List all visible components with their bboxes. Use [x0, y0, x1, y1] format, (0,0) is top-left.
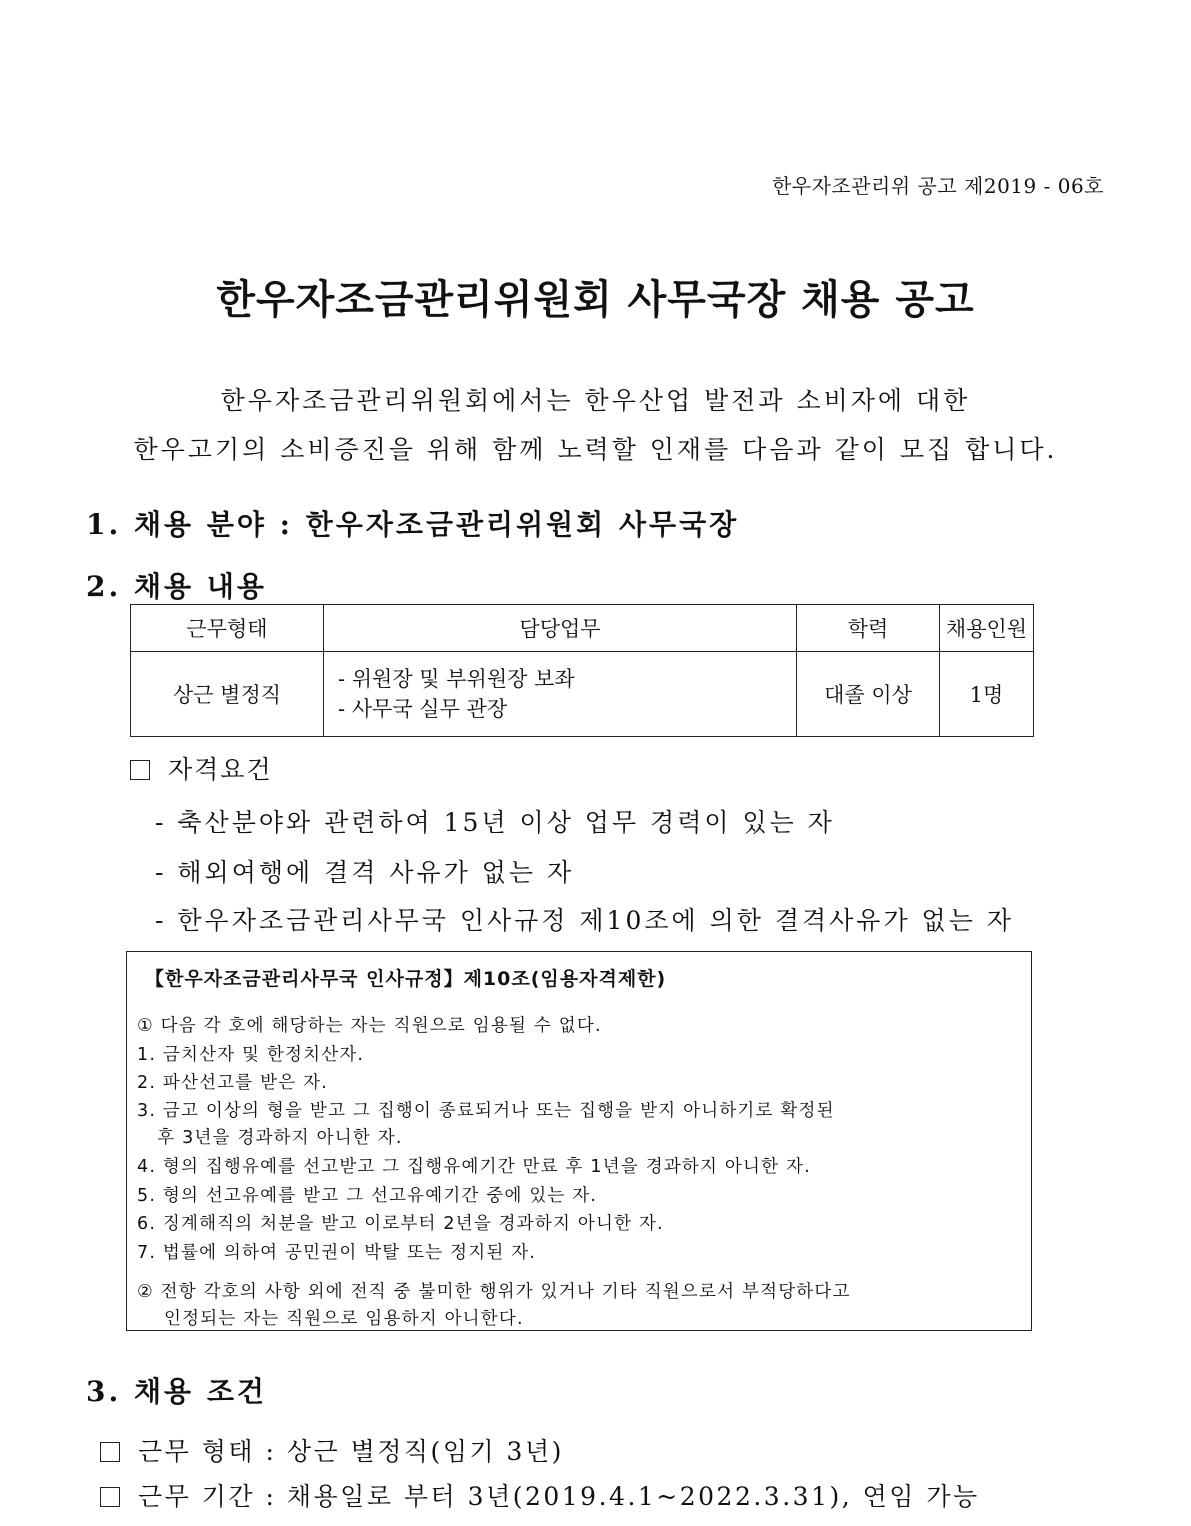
section-3-heading: 3. 채용 조건	[86, 1375, 267, 1408]
table-cell-duties	[324, 652, 797, 737]
table-cell-education: 대졸 이상	[797, 652, 940, 737]
regulation-line: ② 전항 각호의 사항 외에 전직 중 불미한 행위가 있거나 기타 직원으로서 부적당하다고	[137, 1282, 851, 1302]
intro-line-1: 한우자조금관리위원회에서는 한우산업 발전과 소비자에 대한	[220, 386, 971, 415]
table-header-cell: 채용인원	[940, 605, 1034, 652]
table-header-cell: 근무형태	[131, 605, 324, 652]
regulation-line: 2. 파산선고를 받은 자.	[137, 1073, 328, 1093]
qualification-heading	[130, 750, 273, 786]
regulation-line: 인정되는 자는 직원으로 임용하지 아니한다.	[137, 1309, 524, 1329]
qualification-item: - 한우자조금관리사무국 인사규정 제10조에 의한 결격사유가 없는 자	[155, 906, 1014, 935]
regulation-title: 【한우자조금관리사무국 인사규정】제10조(임용자격제한)	[145, 968, 667, 990]
notice-number: 한우자조관리위 공고 제2019 - 06호	[771, 174, 1104, 198]
intro-line-2: 한우고기의 소비증진을 위해 함께 노력할 인재를 다음과 같이 모집 합니다.	[133, 435, 1058, 464]
table-cell-count: 1명	[940, 652, 1034, 737]
regulation-box	[126, 951, 1032, 1331]
qualification-item: - 축산분야와 관련하여 15년 이상 업무 경력이 있는 자	[155, 808, 835, 837]
regulation-line: 5. 형의 선고유예를 받고 그 선고유예기간 중에 있는 자.	[137, 1186, 598, 1206]
duty-line: - 위원장 및 부위원장 보좌	[338, 667, 575, 691]
table-header-cell: 학력	[797, 605, 940, 652]
table-header-cell: 담당업무	[324, 605, 797, 652]
duty-line: - 사무국 실무 관장	[338, 697, 508, 721]
table-header-row	[131, 605, 1034, 652]
qualification-item: - 해외여행에 결격 사유가 없는 자	[155, 858, 575, 887]
regulation-line: 3. 금고 이상의 형을 받고 그 집행이 종료되거나 또는 집행을 받지 아니하기로 확정된	[137, 1101, 835, 1121]
checkbox-square-icon	[100, 1442, 120, 1462]
section-1-heading: 1. 채용 분야 : 한우자조금관리위원회 사무국장	[86, 508, 740, 541]
checkbox-square-icon	[100, 1487, 120, 1507]
regulation-line: 1. 금치산자 및 한정치산자.	[137, 1045, 365, 1065]
checkbox-square-icon	[130, 760, 150, 780]
recruitment-table	[130, 604, 1034, 737]
section-2-heading: 2. 채용 내용	[86, 570, 267, 603]
table-row	[131, 652, 1034, 737]
condition-item	[100, 1477, 980, 1513]
condition-label: 근무 기간 : 채용일로 부터 3년(2019.4.1~2022.3.31), 연임 가능	[138, 1482, 980, 1511]
regulation-line: 7. 법률에 의하여 공민권이 박탈 또는 정지된 자.	[137, 1243, 537, 1263]
table-cell-type: 상근 별정직	[131, 652, 324, 737]
page-title: 한우자조금관리위원회 사무국장 채용 공고	[216, 277, 975, 323]
regulation-line: 후 3년을 경과하지 아니한 자.	[137, 1128, 403, 1148]
regulation-line: ① 다음 각 호에 해당하는 자는 직원으로 임용될 수 없다.	[137, 1016, 602, 1036]
regulation-line: 4. 형의 집행유예를 선고받고 그 집행유예기간 만료 후 1년을 경과하지 아니한 자.	[137, 1157, 811, 1177]
condition-label: 근무 형태 : 상근 별정직(임기 3년)	[138, 1437, 564, 1466]
regulation-line: 6. 징계해직의 처분을 받고 이로부터 2년을 경과하지 아니한 자.	[137, 1214, 664, 1234]
condition-item	[100, 1432, 564, 1468]
qualification-heading-label: 자격요건	[168, 755, 273, 784]
